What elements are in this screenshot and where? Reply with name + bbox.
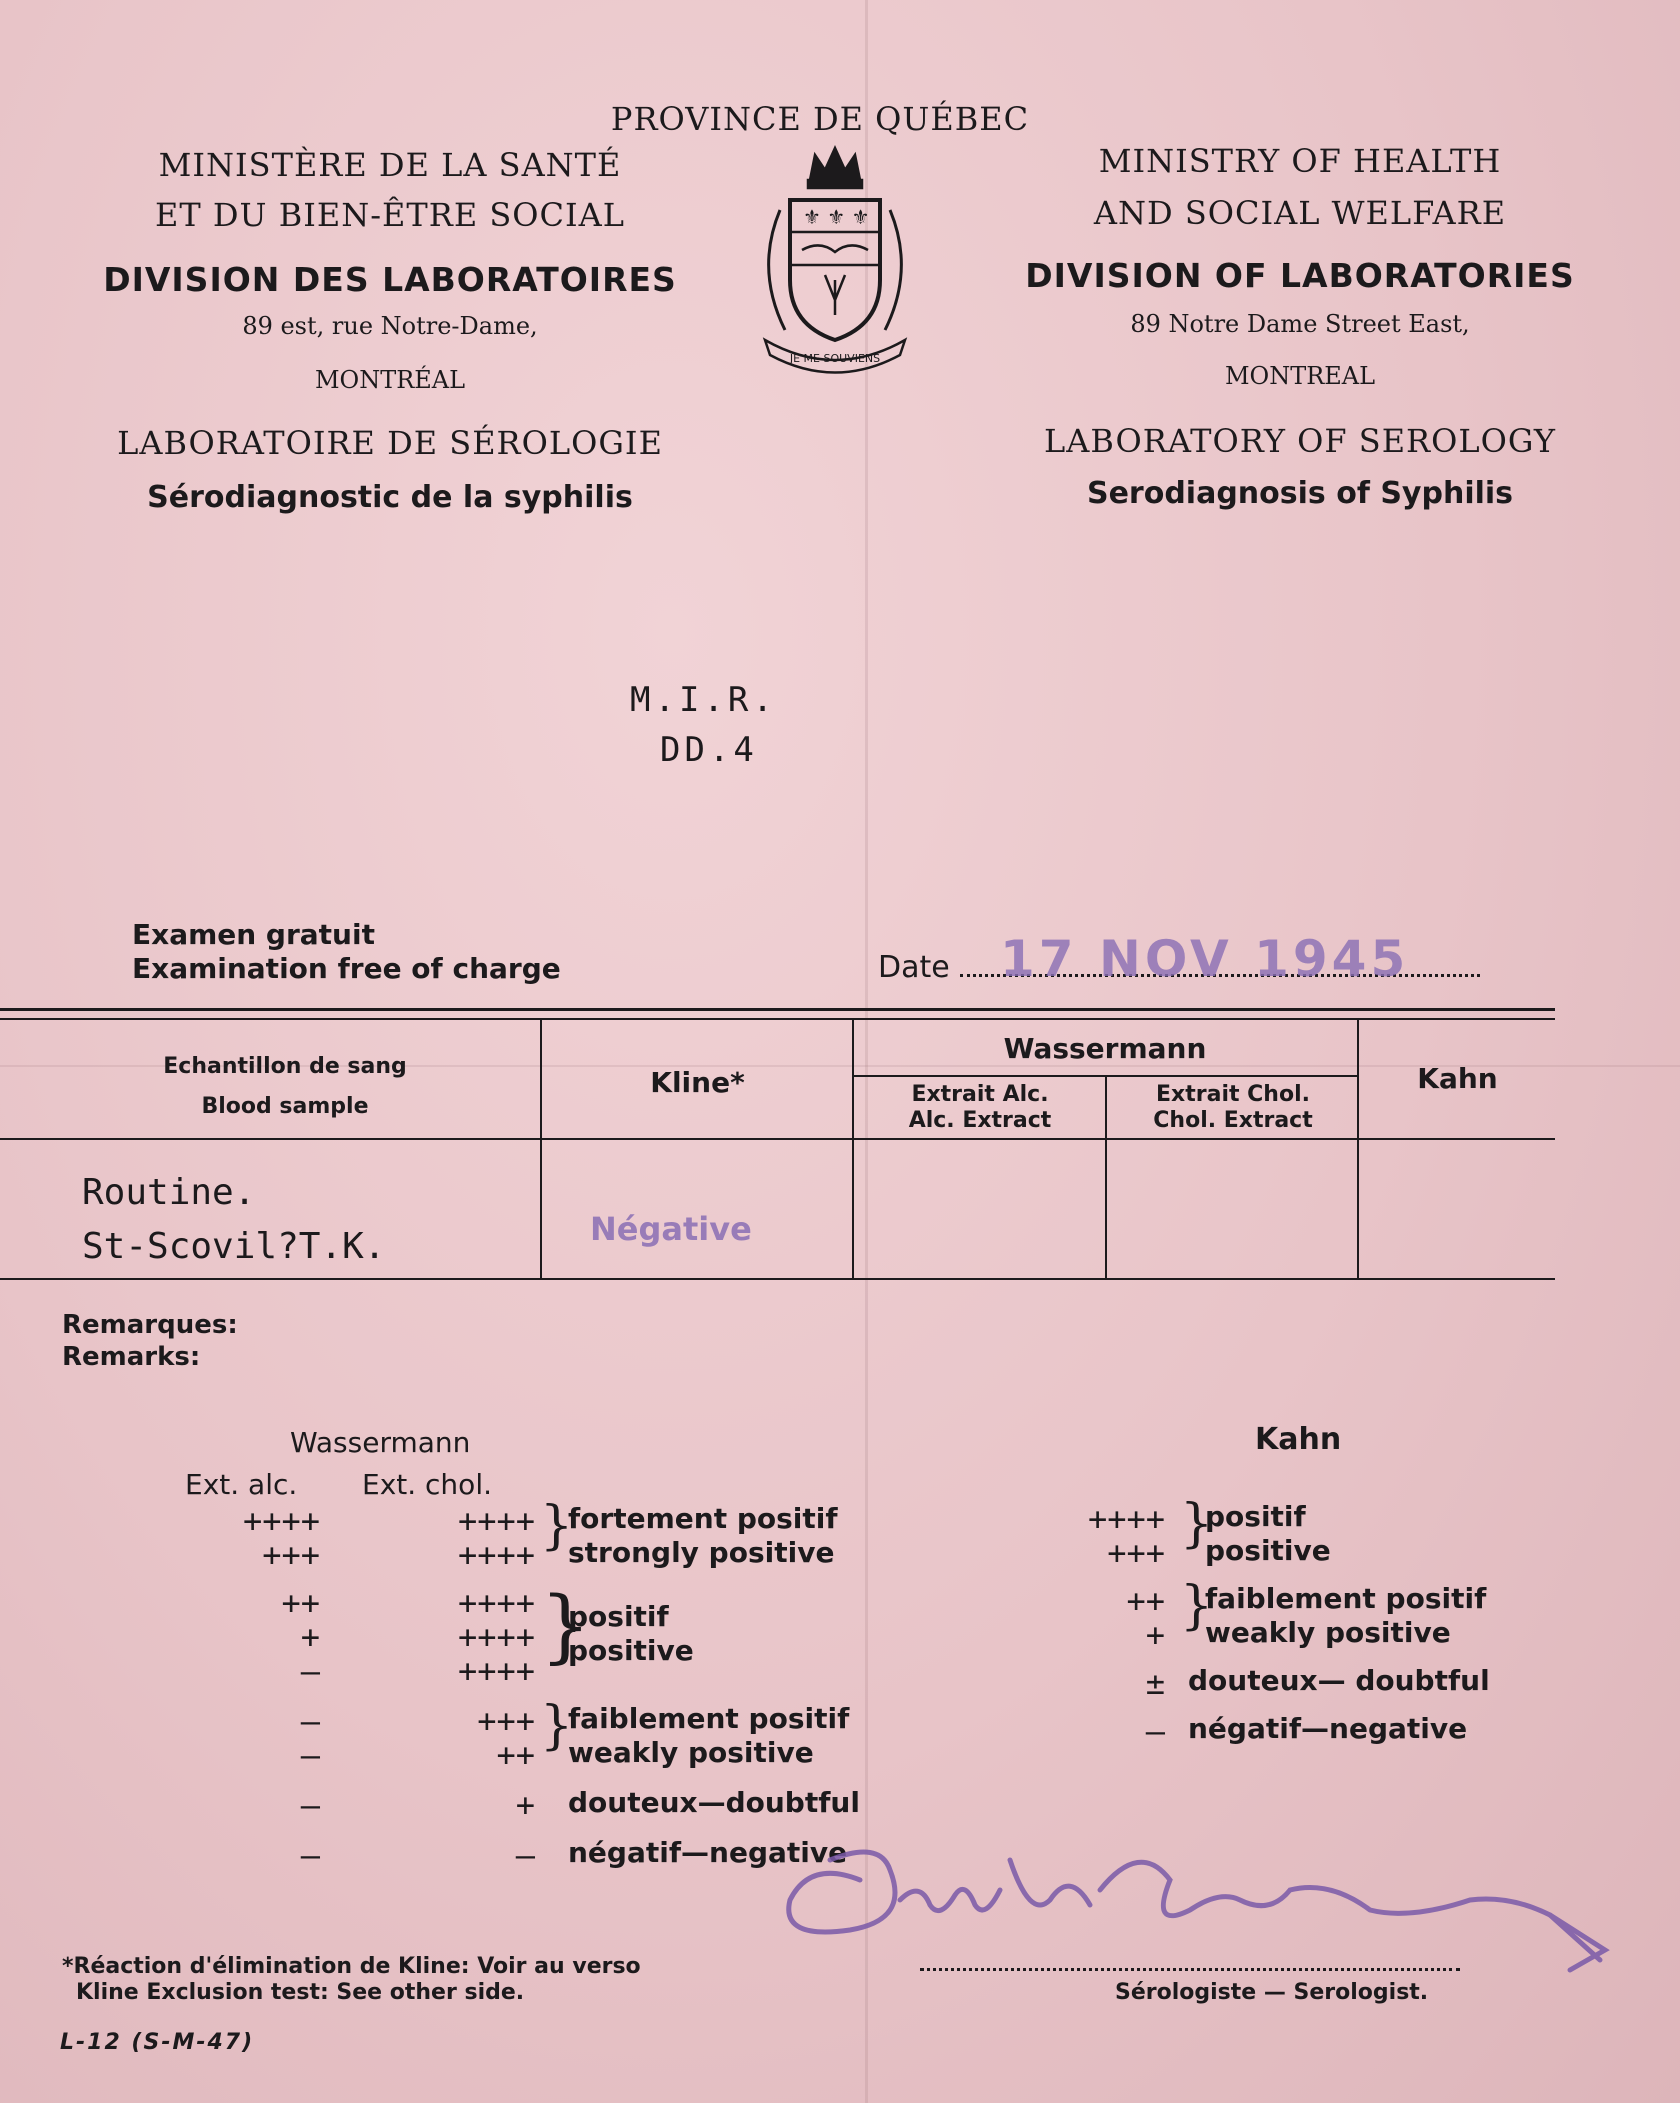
legend-brace: } <box>540 1496 574 1556</box>
kahn-legend-value: ± <box>1145 1664 1165 1702</box>
ministry-fr-line2: ET DU BIEN-ÊTRE SOCIAL <box>155 196 625 234</box>
kahn-pos-fr: positif <box>1205 1500 1306 1533</box>
lab-en: LABORATORY OF SEROLOGY <box>1044 422 1556 460</box>
legend-chol-value: ++++ <box>457 1584 535 1622</box>
division-fr: DIVISION DES LABORATOIRES <box>103 260 677 299</box>
legend-alc-value: + <box>300 1618 320 1656</box>
legend-brace: } <box>1180 1576 1214 1636</box>
legend-alc-value: ++ <box>281 1584 320 1622</box>
table-divider-3 <box>1105 1075 1107 1278</box>
svg-text:⚜ ⚜ ⚜: ⚜ ⚜ ⚜ <box>803 205 870 229</box>
date-label: Date <box>878 950 950 985</box>
date-stamp: 17 NOV 1945 <box>1000 930 1410 988</box>
kahn-legend-value: + <box>1145 1616 1165 1654</box>
table-bottom-rule <box>0 1278 1555 1280</box>
address-fr: 89 est, rue Notre-Dame, <box>242 312 538 340</box>
legend-chol-value: +++ <box>477 1702 535 1740</box>
city-fr: MONTRÉAL <box>314 366 466 394</box>
legend-col-alc: Ext. alc. <box>185 1468 298 1501</box>
division-en: DIVISION OF LABORATORIES <box>1025 256 1575 295</box>
serologist-signature <box>770 1820 1610 1980</box>
legend-chol-value: ++++ <box>457 1536 535 1574</box>
signature-line <box>920 1968 1460 1971</box>
col-blood-fr: Echantillon de sang <box>163 1054 407 1079</box>
legend-chol-value: — <box>515 1836 535 1874</box>
col-kline: Kline* <box>650 1066 745 1099</box>
legend-alc-value: — <box>300 1702 320 1740</box>
kahn-pos-en: positive <box>1205 1534 1331 1567</box>
legend-brace: } <box>540 1579 591 1672</box>
col-alc-en: Alc. Extract <box>908 1108 1052 1133</box>
city-en: MONTREAL <box>1224 362 1376 390</box>
subtitle-en: Serodiagnosis of Syphilis <box>1086 476 1514 511</box>
legend-alc-value: — <box>300 1786 320 1824</box>
kahn-legend-value: ++++ <box>1087 1500 1165 1538</box>
kahn-legend-value: — <box>1145 1712 1165 1750</box>
col-wassermann: Wassermann <box>1003 1032 1207 1065</box>
ministry-en-line1: MINISTRY OF HEALTH <box>1098 142 1502 180</box>
table-top-rule-2 <box>0 1018 1555 1020</box>
legend-alc-value: — <box>300 1836 320 1874</box>
legend-alc-value: — <box>300 1736 320 1774</box>
legend-negative: négatif—negative <box>568 1836 848 1869</box>
footnote-fr: *Réaction d'élimination de Kline: Voir au verso <box>62 1954 641 1979</box>
quebec-coat-of-arms-icon <box>740 140 930 380</box>
legend-alc-value: — <box>300 1652 320 1690</box>
kahn-doubtful: douteux— doubtful <box>1188 1664 1490 1697</box>
col-kahn: Kahn <box>1417 1062 1498 1095</box>
legend-doubtful: douteux—doubtful <box>568 1786 860 1819</box>
exam-en: Examination free of charge <box>132 952 561 985</box>
legend-chol-value: + <box>515 1786 535 1824</box>
kahn-legend-value: +++ <box>1107 1534 1165 1572</box>
typed-ref-line1: M.I.R. <box>630 680 777 720</box>
legend-brace: } <box>1180 1494 1214 1554</box>
kahn-weak-fr: faiblement positif <box>1205 1582 1487 1615</box>
table-divider-1 <box>540 1020 542 1278</box>
legend-wassermann-title: Wassermann <box>290 1426 471 1459</box>
crest-motto: JE ME SOUVIENS <box>789 352 881 365</box>
subtitle-fr: Sérodiagnostic de la syphilis <box>147 480 633 515</box>
ministry-en-line2: AND SOCIAL WELFARE <box>1093 194 1507 232</box>
legend-strong-en: strongly positive <box>568 1536 835 1569</box>
legend-chol-value: ++++ <box>457 1618 535 1656</box>
legend-col-chol: Ext. chol. <box>362 1468 492 1501</box>
sample-line2: St-Scovil?T.K. <box>82 1226 386 1267</box>
ministry-fr-line1: MINISTÈRE DE LA SANTÉ <box>158 146 622 184</box>
legend-pos-en: positive <box>568 1634 694 1667</box>
legend-strong-fr: fortement positif <box>568 1502 838 1535</box>
legend-kahn-title: Kahn <box>1255 1422 1342 1457</box>
address-en: 89 Notre Dame Street East, <box>1130 310 1470 338</box>
col-blood-en: Blood sample <box>201 1094 369 1119</box>
legend-brace: } <box>540 1696 574 1756</box>
col-alc-fr: Extrait Alc. <box>911 1082 1049 1107</box>
typed-ref-line2: DD.4 <box>660 730 758 770</box>
table-top-rule <box>0 1008 1555 1011</box>
serologist-label: Sérologiste — Serologist. <box>1115 1980 1429 2005</box>
legend-chol-value: ++ <box>496 1736 535 1774</box>
kahn-weak-en: weakly positive <box>1205 1616 1451 1649</box>
legend-alc-value: ++++ <box>242 1502 320 1540</box>
legend-chol-value: ++++ <box>457 1652 535 1690</box>
kahn-legend-value: ++ <box>1126 1582 1165 1620</box>
table-divider-2 <box>852 1020 854 1278</box>
remarks-en: Remarks: <box>62 1342 201 1372</box>
legend-pos-fr: positif <box>568 1600 669 1633</box>
table-divider-4 <box>1357 1020 1359 1278</box>
form-code: L-12 (S-M-47) <box>60 2030 255 2055</box>
kline-result-stamp: Négative <box>590 1210 752 1248</box>
remarks-fr: Remarques: <box>62 1310 238 1340</box>
kahn-negative: négatif—negative <box>1188 1712 1468 1745</box>
legend-chol-value: ++++ <box>457 1502 535 1540</box>
sample-line1: Routine. <box>82 1172 256 1213</box>
table-header-rule <box>0 1138 1555 1140</box>
legend-weak-fr: faiblement positif <box>568 1702 850 1735</box>
lab-fr: LABORATOIRE DE SÉROLOGIE <box>117 424 663 462</box>
col-chol-fr: Extrait Chol. <box>1156 1082 1310 1107</box>
province-title: PROVINCE DE QUÉBEC <box>610 100 1030 138</box>
col-chol-en: Chol. Extract <box>1153 1108 1313 1133</box>
legend-alc-value: +++ <box>262 1536 320 1574</box>
exam-fr: Examen gratuit <box>132 918 375 951</box>
footnote-en: Kline Exclusion test: See other side. <box>76 1980 525 2005</box>
legend-weak-en: weakly positive <box>568 1736 814 1769</box>
